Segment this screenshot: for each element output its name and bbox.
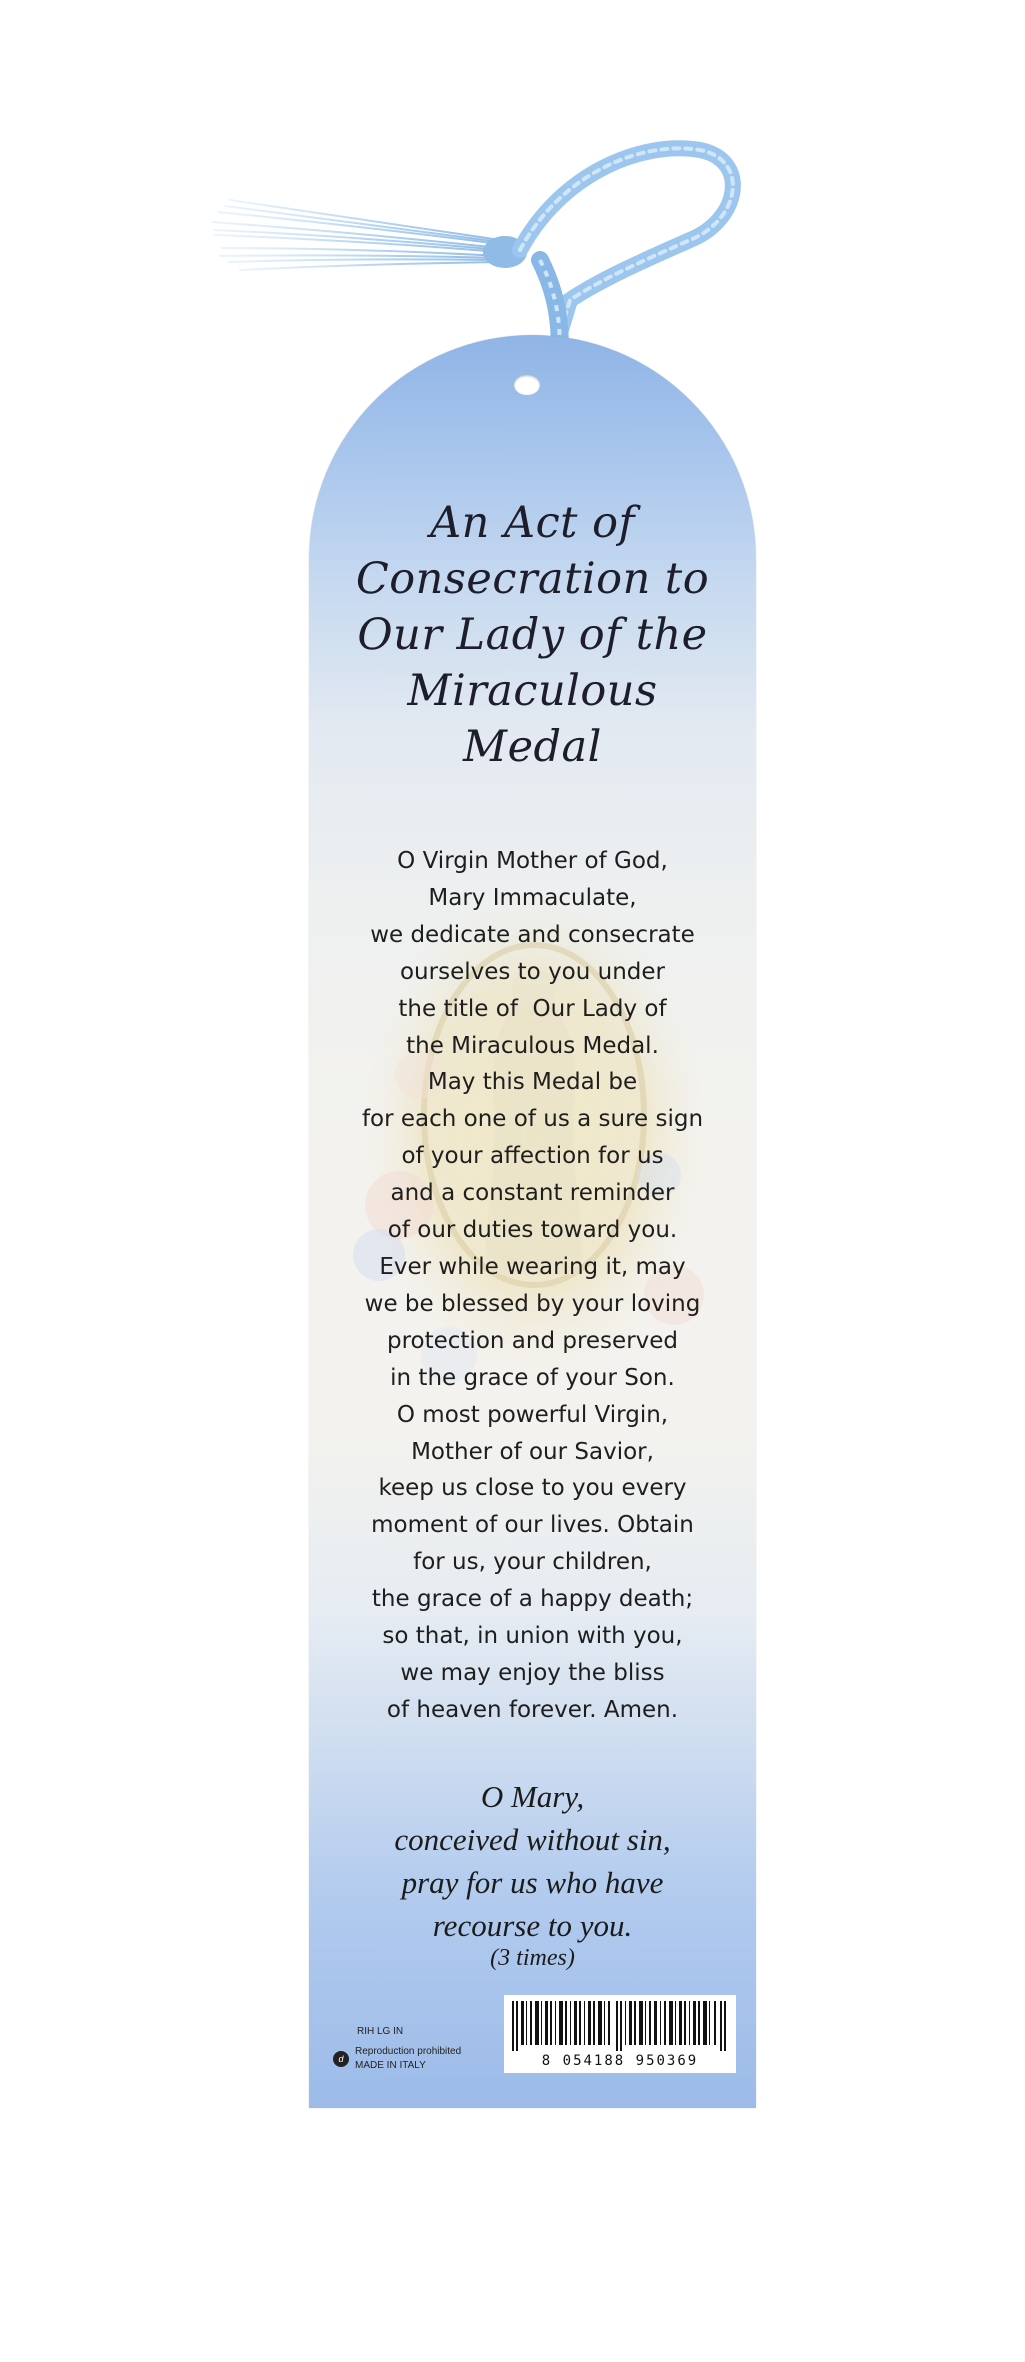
fine-print xyxy=(333,2025,461,2073)
title-line: Medal xyxy=(463,722,602,772)
prayer-line: the Miraculous Medal. xyxy=(406,1032,659,1059)
origin-label: MADE IN ITALY xyxy=(355,2060,426,2071)
invocation-text xyxy=(309,1775,756,1947)
bookmark-title xyxy=(319,495,746,775)
invocation-line: pray for us who have xyxy=(401,1865,664,1900)
prayer-line: the title of Our Lady of xyxy=(398,995,667,1022)
prayer-line: for us, your children, xyxy=(413,1549,652,1576)
prayer-line: of our duties toward you. xyxy=(387,1217,678,1244)
prayer-line: protection and preserved xyxy=(386,1327,679,1354)
cord-loop xyxy=(520,148,733,350)
bookmark-hole xyxy=(514,375,540,395)
prayer-line: for each one of us a sure sign xyxy=(361,1106,704,1133)
prayer-line: of your affection for us xyxy=(401,1143,664,1170)
product-code: RIH LG IN xyxy=(357,2026,404,2037)
title-line: An Act of xyxy=(430,498,635,548)
prayer-line: ourselves to you under xyxy=(399,958,666,985)
prayer-line: Ever while wearing it, may xyxy=(379,1253,686,1280)
publisher-logo-icon: d xyxy=(333,2051,349,2067)
title-line: Our Lady of the xyxy=(357,610,708,660)
reproduction-notice: Reproduction prohibited xyxy=(355,2046,462,2057)
prayer-line: in the grace of your Son. xyxy=(390,1364,675,1391)
prayer-text xyxy=(309,843,756,1729)
invocation-line: O Mary, xyxy=(480,1779,585,1814)
prayer-line: we be blessed by your loving xyxy=(364,1290,701,1317)
title-line: Miraculous xyxy=(407,666,658,716)
prayer-line: Mother of our Savior, xyxy=(411,1438,654,1465)
barcode-number: 8 054188 950369 xyxy=(541,2053,699,2069)
invocation-line: recourse to you. xyxy=(432,1908,633,1943)
repeat-note: (3 times) xyxy=(490,1945,575,1971)
prayer-line: we dedicate and consecrate xyxy=(370,921,695,948)
prayer-line: moment of our lives. Obtain xyxy=(371,1512,694,1539)
prayer-line: we may enjoy the bliss xyxy=(400,1659,665,1686)
prayer-line: keep us close to you every xyxy=(378,1475,687,1502)
prayer-line: the grace of a happy death; xyxy=(371,1586,694,1613)
barcode xyxy=(504,1995,736,2073)
prayer-line: O most powerful Virgin, xyxy=(396,1401,669,1428)
prayer-line: so that, in union with you, xyxy=(382,1623,683,1650)
prayer-line: O Virgin Mother of God, xyxy=(397,848,668,874)
bookmark-card xyxy=(309,335,756,2108)
tassel-fibers xyxy=(212,200,500,270)
prayer-line: of heaven forever. Amen. xyxy=(386,1696,679,1723)
prayer-line: and a constant reminder xyxy=(390,1180,675,1207)
title-line: Consecration to xyxy=(355,554,710,604)
prayer-line: Mary Immaculate, xyxy=(428,884,637,911)
invocation-line: conceived without sin, xyxy=(394,1822,671,1857)
prayer-line: May this Medal be xyxy=(427,1069,638,1096)
barcode-bars-icon xyxy=(512,2001,728,2051)
